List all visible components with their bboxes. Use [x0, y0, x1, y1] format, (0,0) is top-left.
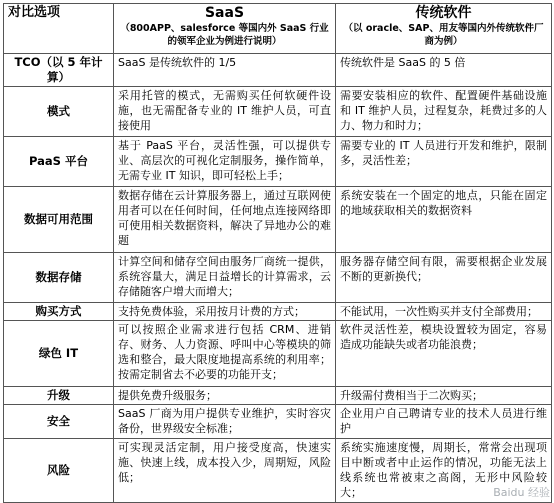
- table-row: [4, 137, 552, 187]
- saas-title: SaaS: [204, 5, 245, 21]
- comparison-table: [3, 3, 552, 503]
- table-header-row: [4, 4, 552, 54]
- traditional-cell: 软件灵活性差，模块设置较为固定，容易造成功能缺失或者功能浪费；: [336, 321, 552, 387]
- row-label: 数据存储: [4, 253, 114, 303]
- saas-cell: 基于 PaaS 平台，灵活性强，可以提供专业、高层次的可视化定制服务，操作简单，无需专业 IT 知识，即可轻松上手；: [114, 137, 336, 187]
- saas-cell: 计算空间和储存空间由服务厂商统一提供，系统容量大，满足日益增长的计算需求，云存储随客户增大而增大；: [114, 253, 336, 303]
- saas-column-header: [114, 4, 336, 54]
- saas-note: （800APP、salesforce 等国内外 SaaS 行业的领军企业为例进行说明）: [120, 23, 329, 47]
- traditional-cell: 需要专业的 IT 人员进行开发和维护，限制多，灵活性差；: [336, 137, 552, 187]
- saas-cell: 可以按照企业需求进行包括 CRM、进销存、财务、人力资源、呼叫中心等模块的筛选和整合，最大限度地提高系统的利用率；按需定制省去不必要的功能开支；: [114, 321, 336, 387]
- traditional-column-header: [336, 4, 552, 54]
- traditional-cell: 需要安装相应的软件、配置硬件基础设施和 IT 维护人员，过程复杂，耗费过多的人力、物力和时力；: [336, 87, 552, 137]
- saas-cell: 数据存储在云计算服务器上，通过互联网使用者可以在任何时间，任何地点连接网络即可使用相关数据资料，解决了异地办公的难题: [114, 187, 336, 253]
- saas-cell: SaaS 是传统软件的 1/5: [114, 54, 336, 87]
- table-row: [4, 439, 552, 503]
- table-row: [4, 187, 552, 253]
- row-label: 安全: [4, 405, 114, 439]
- traditional-note: （以 oracle、SAP、用友等国内外传统软件厂商为例）: [343, 23, 544, 47]
- traditional-cell: 企业用户自己聘请专业的技术人员进行维护: [336, 405, 552, 439]
- corner-header: 对比选项: [4, 4, 114, 54]
- saas-cell: 支持免费体验，采用按月计费的方式；: [114, 303, 336, 321]
- table-row: [4, 321, 552, 387]
- row-label: TCO（以 5 年计算）: [4, 54, 114, 87]
- traditional-cell: 不能试用，一次性购买并支付全部费用；: [336, 303, 552, 321]
- row-label: 绿色 IT: [4, 321, 114, 387]
- traditional-cell: 升级需付费相当于二次购买；: [336, 387, 552, 405]
- table-row: [4, 54, 552, 87]
- table-row: [4, 253, 552, 303]
- row-label: 购买方式: [4, 303, 114, 321]
- watermark-logo: Baidu 经验: [493, 486, 550, 499]
- row-label: 模式: [4, 87, 114, 137]
- table-row: [4, 303, 552, 321]
- row-label: 风险: [4, 439, 114, 503]
- traditional-cell: 系统实施速度慢，周期长，常常会出现项目中断或者中止运作的情况，功能无法上线系统也常被束之高阁，无形中风险较大；: [336, 439, 552, 503]
- saas-cell: 采用托管的模式，无需购买任何软硬件设施，也无需配备专业的 IT 维护人员，可直接使用: [114, 87, 336, 137]
- table-row: [4, 405, 552, 439]
- traditional-cell: 传统软件是 SaaS 的 5 倍: [336, 54, 552, 87]
- row-label: 数据可用范围: [4, 187, 114, 253]
- traditional-cell: 服务器存储空间有限，需要根据企业发展不断的更新换代；: [336, 253, 552, 303]
- saas-cell: 提供免费升级服务；: [114, 387, 336, 405]
- row-label: PaaS 平台: [4, 137, 114, 187]
- traditional-title: 传统软件: [415, 5, 472, 21]
- saas-cell: SaaS 厂商为用户提供专业维护，实时容灾备份，世界级安全标准；: [114, 405, 336, 439]
- row-label: 升级: [4, 387, 114, 405]
- table-row: [4, 87, 552, 137]
- traditional-cell: 系统安装在一个固定的地点，只能在固定的地域获取相关的数据资料: [336, 187, 552, 253]
- table-row: [4, 387, 552, 405]
- saas-cell: 可实现灵活定制，用户接受度高，快速实施、快速上线，成本投入少，周期短，风险低；: [114, 439, 336, 503]
